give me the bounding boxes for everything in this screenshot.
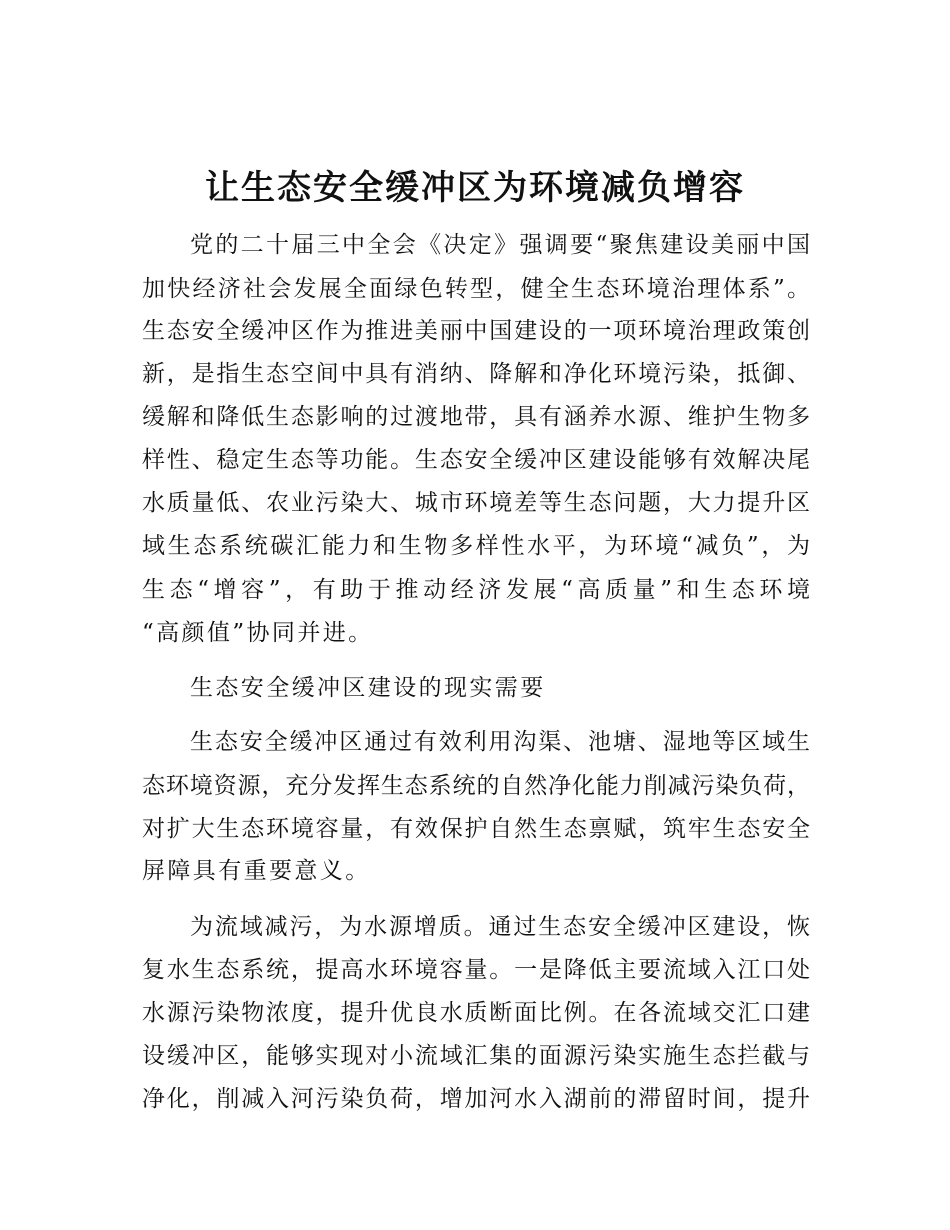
text-line: 屏障具有重要意义。 — [142, 858, 371, 884]
text-line: 对扩大生态环境容量，有效保护自然生态禀赋，筑牢生态安全 — [142, 816, 810, 842]
text-line: 态环境资源，充分发挥生态系统的自然净化能力削减污染负荷， — [142, 773, 810, 799]
text-line: 生态安全缓冲区通过有效利用沟渠、池塘、湿地等区域生 — [190, 729, 810, 755]
text-line: 为流域减污，为水源增质。通过生态安全缓冲区建设，恢 — [190, 914, 810, 940]
text-line: 净化，削减入河污染负荷，增加河水入湖前的滞留时间，提升 — [142, 1086, 810, 1112]
section-heading-text: 生态安全缓冲区建设的现实需要 — [190, 675, 546, 701]
document-title: 让生态安全缓冲区为环境减负增容 — [205, 168, 745, 208]
text-line: 复水生态系统，提高水环境容量。一是降低主要流域入江口处 — [142, 957, 810, 983]
text-line: 加快经济社会发展全面绿色转型，健全生态环境治理体系”。 — [142, 276, 810, 302]
text-line: 水质量低、农业污染大、城市环境差等生态问题，大力提升区 — [142, 490, 810, 516]
text-line: 党的二十届三中全会《决定》强调要“聚焦建设美丽中国 — [190, 232, 810, 258]
text-line: 生态“增容”，有助于推动经济发展“高质量”和生态环境 — [142, 577, 810, 603]
text-line: 样性、稳定生态等功能。生态安全缓冲区建设能够有效解决尾 — [142, 447, 810, 473]
text-line: 水源污染物浓度，提升优良水质断面比例。在各流域交汇口建 — [142, 1000, 810, 1026]
text-line: 设缓冲区，能够实现对小流域汇集的面源污染实施生态拦截与 — [142, 1043, 810, 1069]
text-line: 生态安全缓冲区作为推进美丽中国建设的一项环境治理政策创 — [142, 318, 810, 344]
text-line: 域生态系统碳汇能力和生物多样性水平，为环境“减负”，为 — [142, 533, 810, 559]
text-line: “高颜值”协同并进。 — [142, 620, 374, 646]
text-line: 新，是指生态空间中具有消纳、降解和净化环境污染，抵御、 — [142, 361, 810, 387]
text-line: 缓解和降低生态影响的过渡地带，具有涵养水源、维护生物多 — [142, 404, 810, 430]
